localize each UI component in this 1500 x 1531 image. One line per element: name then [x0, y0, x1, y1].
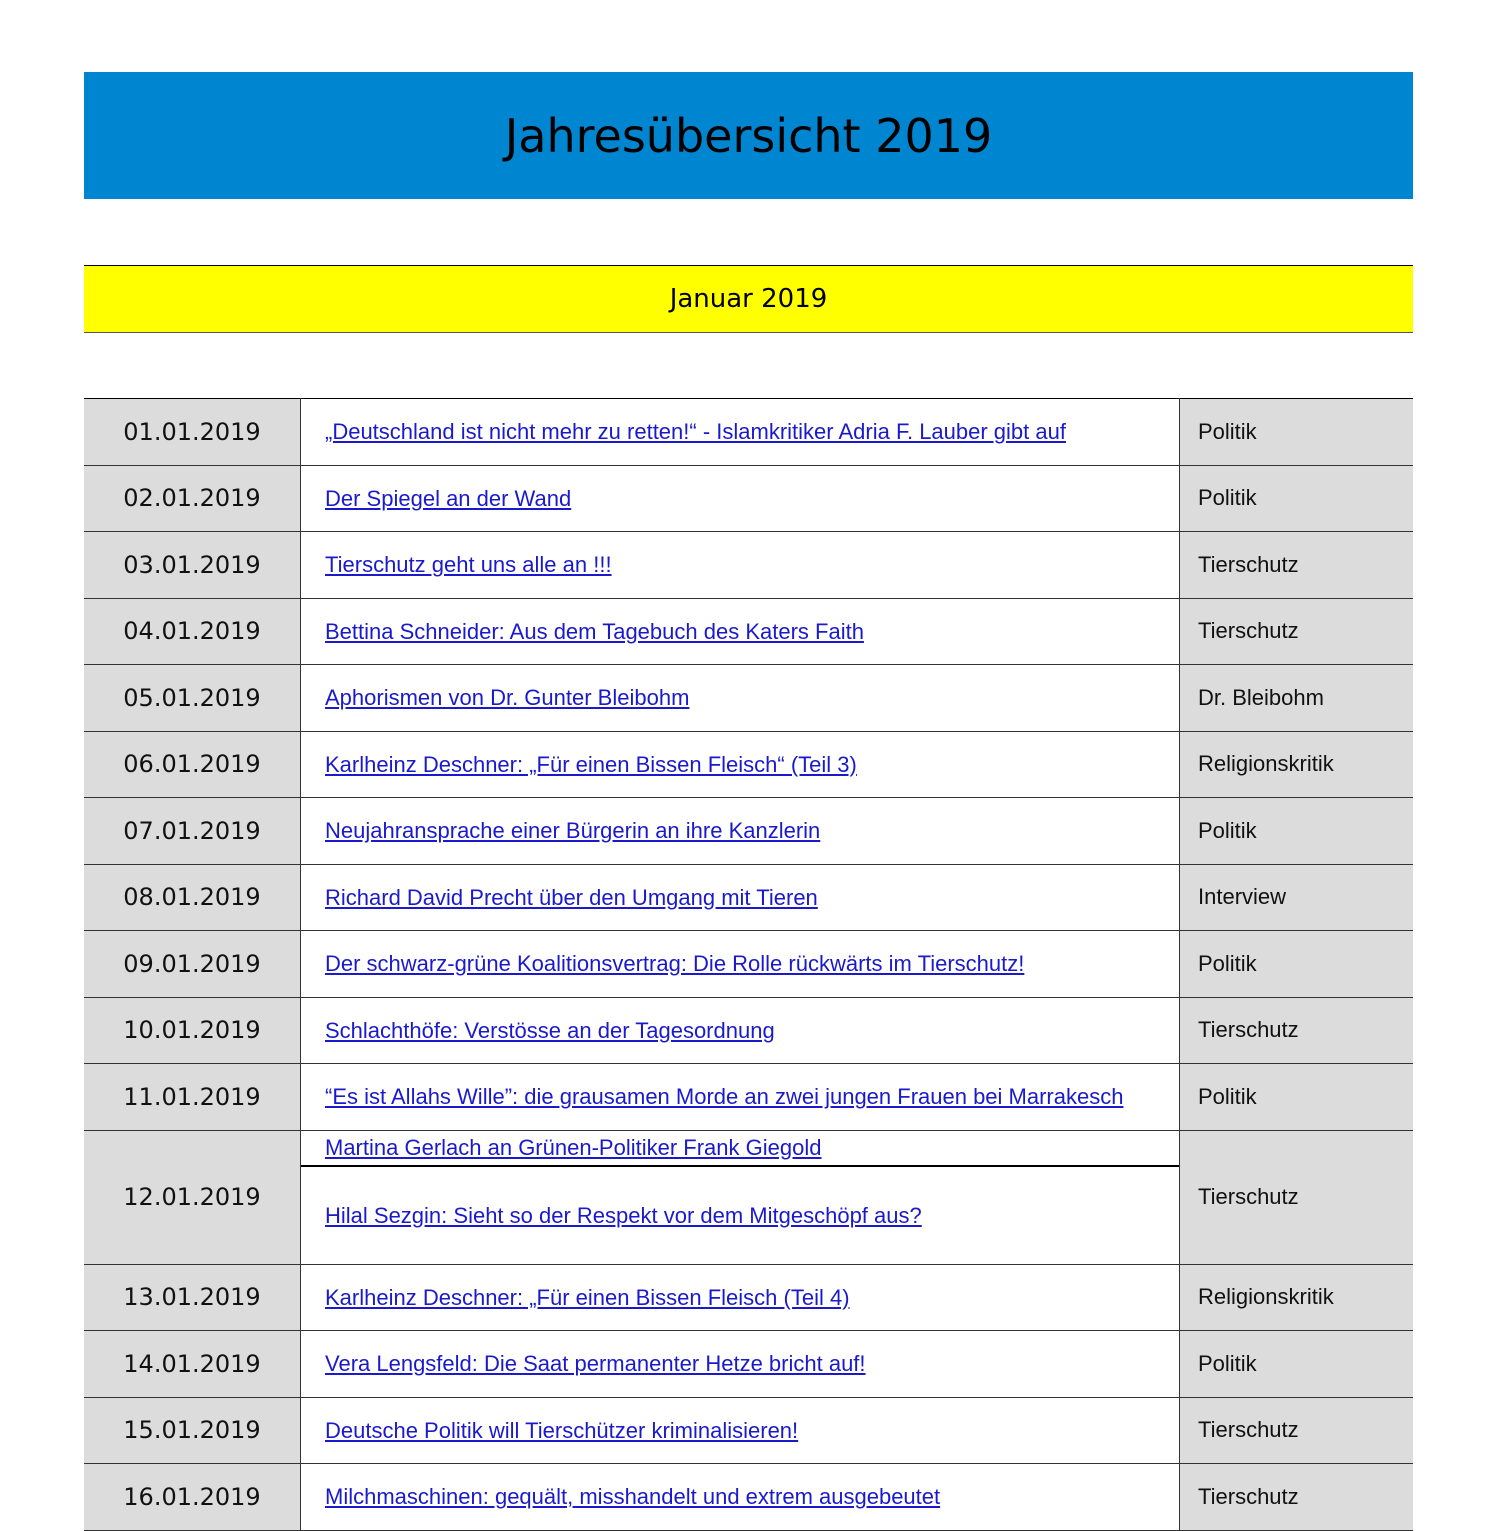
date-cell: 10.01.2019	[84, 997, 301, 1064]
date-cell: 12.01.2019	[84, 1130, 301, 1264]
article-link[interactable]: Neujahransprache einer Bürgerin an ihre Kanzlerin	[325, 818, 821, 844]
title-cell	[301, 1130, 1180, 1264]
table-row	[84, 1264, 1413, 1331]
date-cell: 13.01.2019	[84, 1264, 301, 1331]
title-cell	[301, 1264, 1180, 1331]
category-cell: Politik	[1180, 465, 1414, 532]
category-cell: Tierschutz	[1180, 1397, 1414, 1464]
table-row	[84, 1331, 1413, 1398]
article-link[interactable]: „Deutschland ist nicht mehr zu retten!“ - Islamkritiker Adria F. Lauber gibt auf	[325, 419, 1066, 445]
title-cell	[301, 864, 1180, 931]
title-cell	[301, 1397, 1180, 1464]
article-link[interactable]: Der schwarz-grüne Koalitionsvertrag: Die Rolle rückwärts im Tierschutz!	[325, 951, 1025, 977]
article-link[interactable]: Karlheinz Deschner: „Für einen Bissen Fleisch (Teil 4)	[325, 1284, 850, 1310]
date-cell: 01.01.2019	[84, 399, 301, 466]
date-cell: 08.01.2019	[84, 864, 301, 931]
title-cell	[301, 665, 1180, 732]
article-link[interactable]: Hilal Sezgin: Sieht so der Respekt vor dem Mitgeschöpf aus?	[325, 1202, 922, 1228]
table-row	[84, 864, 1413, 931]
title-subcell	[301, 1131, 1179, 1167]
date-cell: 04.01.2019	[84, 598, 301, 665]
title-cell	[301, 731, 1180, 798]
article-link[interactable]: “Es ist Allahs Wille”: die grausamen Morde an zwei jungen Frauen bei Marrakesch	[325, 1084, 1124, 1110]
articles-table	[84, 398, 1413, 1531]
date-cell: 06.01.2019	[84, 731, 301, 798]
article-link[interactable]: Der Spiegel an der Wand	[325, 485, 572, 511]
category-cell: Dr. Bleibohm	[1180, 665, 1414, 732]
category-cell: Tierschutz	[1180, 598, 1414, 665]
date-cell: 07.01.2019	[84, 798, 301, 865]
month-header: Januar 2019	[84, 265, 1413, 333]
page-banner	[84, 72, 1413, 199]
title-cell	[301, 1464, 1180, 1531]
date-cell: 05.01.2019	[84, 665, 301, 732]
article-link[interactable]: Martina Gerlach an Grünen-Politiker Frank Giegold	[325, 1134, 822, 1160]
table-row	[84, 731, 1413, 798]
title-subcell	[325, 1167, 1155, 1264]
table-row	[84, 1130, 1413, 1264]
category-cell: Politik	[1180, 399, 1414, 466]
article-link[interactable]: Tierschutz geht uns alle an !!!	[325, 552, 612, 578]
date-cell: 11.01.2019	[84, 1064, 301, 1131]
page-title: Jahresübersicht 2019	[504, 108, 993, 163]
article-link[interactable]: Aphorismen von Dr. Gunter Bleibohm	[325, 685, 690, 711]
category-cell: Tierschutz	[1180, 997, 1414, 1064]
category-cell: Tierschutz	[1180, 532, 1414, 599]
table-row	[84, 1397, 1413, 1464]
article-link[interactable]: Bettina Schneider: Aus dem Tagebuch des Katers Faith	[325, 618, 864, 644]
title-cell	[301, 532, 1180, 599]
category-cell: Religionskritik	[1180, 1264, 1414, 1331]
table-row	[84, 1064, 1413, 1131]
category-cell: Politik	[1180, 1331, 1414, 1398]
category-cell: Interview	[1180, 864, 1414, 931]
title-cell	[301, 997, 1180, 1064]
date-cell: 15.01.2019	[84, 1397, 301, 1464]
title-cell	[301, 798, 1180, 865]
title-cell	[301, 1331, 1180, 1398]
category-cell: Politik	[1180, 931, 1414, 998]
title-cell	[301, 465, 1180, 532]
article-link[interactable]: Karlheinz Deschner: „Für einen Bissen Fleisch“ (Teil 3)	[325, 751, 857, 777]
category-cell: Politik	[1180, 1064, 1414, 1131]
table-row	[84, 931, 1413, 998]
table-row	[84, 465, 1413, 532]
title-cell	[301, 931, 1180, 998]
table-row	[84, 665, 1413, 732]
article-link[interactable]: Vera Lengsfeld: Die Saat permanenter Hetze bricht auf!	[325, 1351, 866, 1377]
article-link[interactable]: Deutsche Politik will Tierschützer kriminalisieren!	[325, 1417, 799, 1443]
article-link[interactable]: Richard David Precht über den Umgang mit Tieren	[325, 884, 818, 910]
date-cell: 14.01.2019	[84, 1331, 301, 1398]
table-row	[84, 798, 1413, 865]
article-link[interactable]: Schlachthöfe: Verstösse an der Tagesordnung	[325, 1017, 775, 1043]
title-cell	[301, 399, 1180, 466]
table-row	[84, 997, 1413, 1064]
date-cell: 16.01.2019	[84, 1464, 301, 1531]
date-cell: 02.01.2019	[84, 465, 301, 532]
table-row	[84, 399, 1413, 466]
date-cell: 03.01.2019	[84, 532, 301, 599]
title-cell	[301, 1064, 1180, 1131]
table-row	[84, 532, 1413, 599]
title-cell	[301, 598, 1180, 665]
category-cell: Religionskritik	[1180, 731, 1414, 798]
date-cell: 09.01.2019	[84, 931, 301, 998]
table-row	[84, 598, 1413, 665]
category-cell: Politik	[1180, 798, 1414, 865]
table-row	[84, 1464, 1413, 1531]
category-cell: Tierschutz	[1180, 1130, 1414, 1264]
article-link[interactable]: Milchmaschinen: gequält, misshandelt und extrem ausgebeutet	[325, 1484, 941, 1510]
category-cell: Tierschutz	[1180, 1464, 1414, 1531]
